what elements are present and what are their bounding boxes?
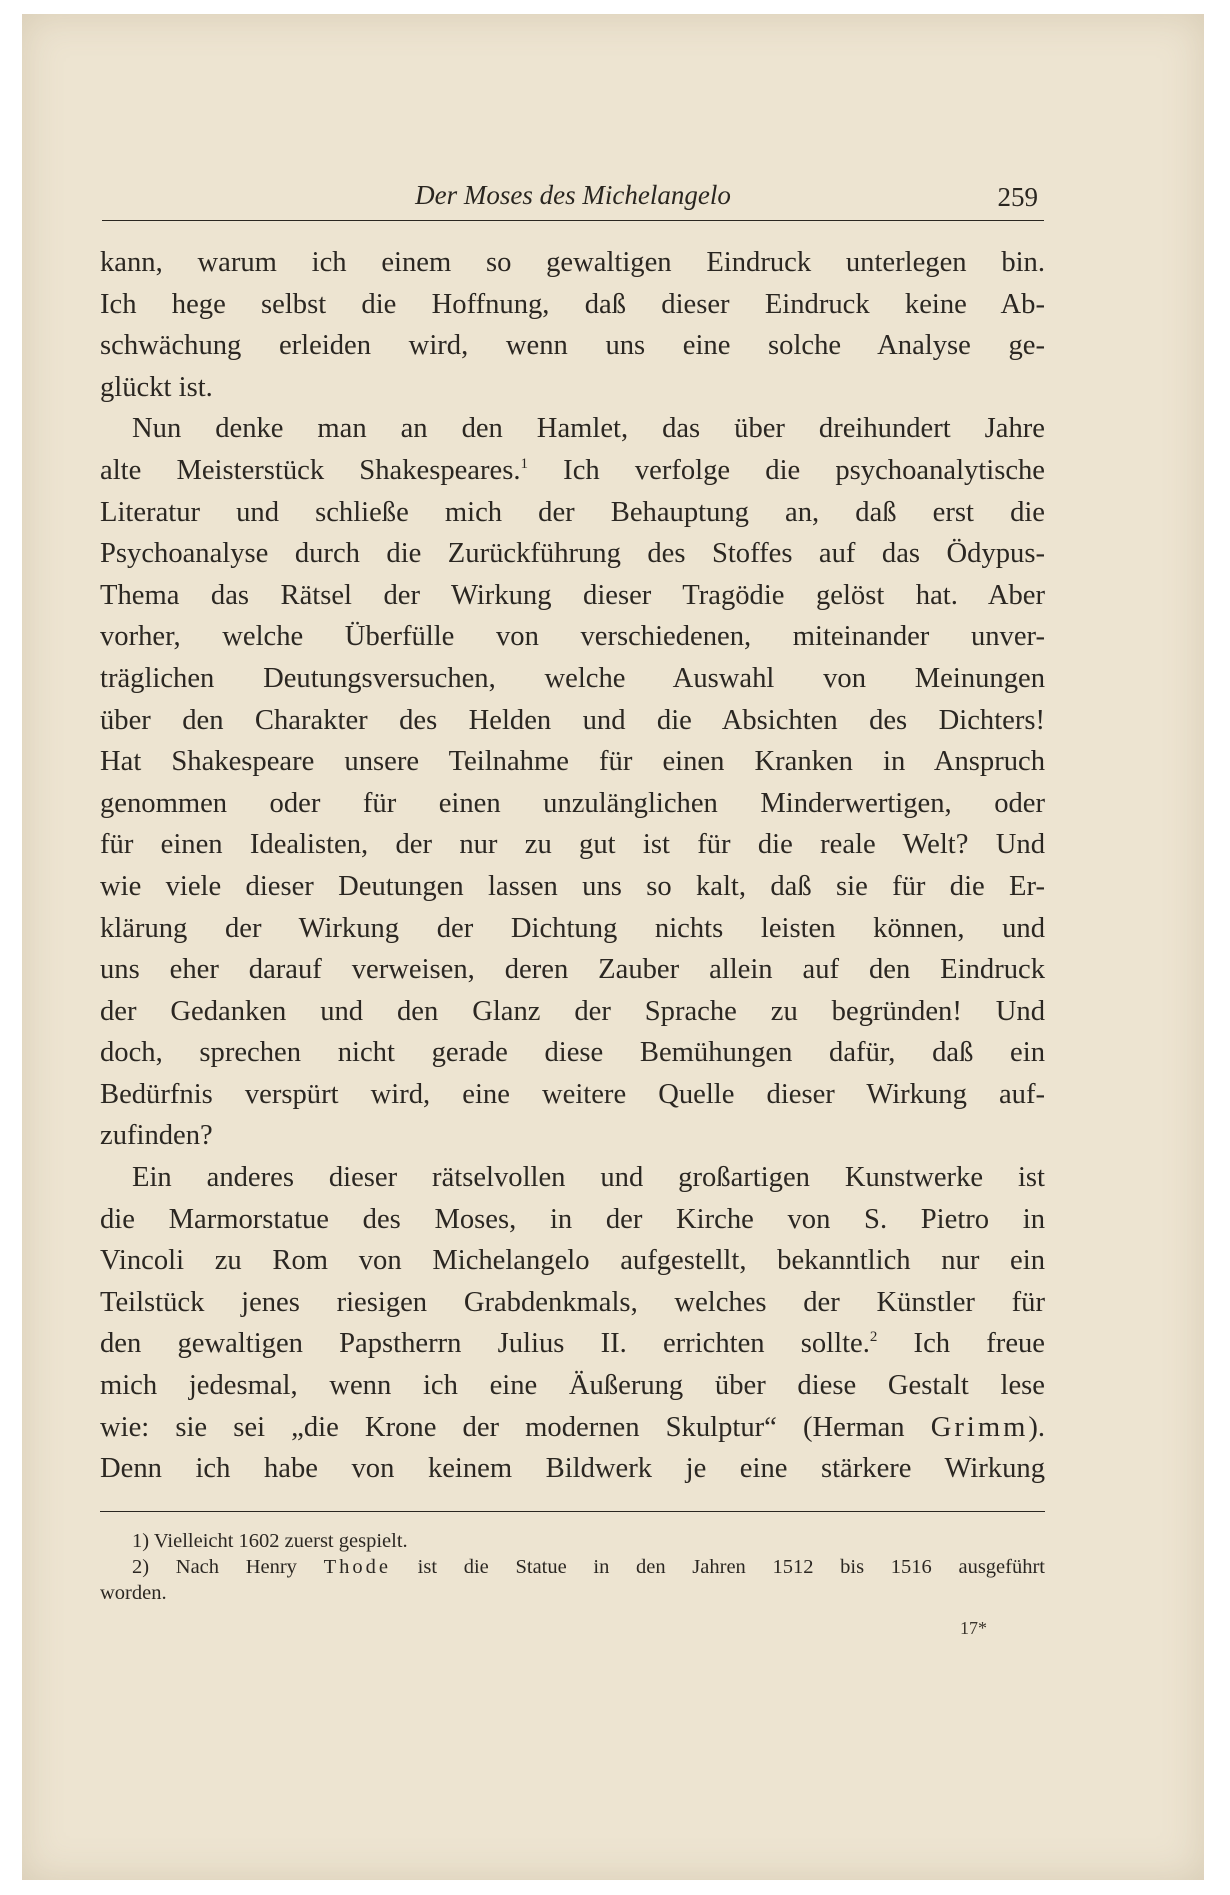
text-line: Thema das Rätsel der Wirkung dieser Tragödie gelöst hat. Aber xyxy=(100,579,1045,611)
footnote-mark: 2 xyxy=(869,1329,878,1346)
text-line xyxy=(100,1323,1045,1365)
text-line: zufinden? xyxy=(100,1120,213,1152)
text-fragment: 2) Nach Henry xyxy=(132,1556,324,1578)
text-line: doch, sprechen nicht gerade diese Bemühungen dafür, daß ein xyxy=(100,1037,1045,1069)
footnote: 1) Vielleicht 1602 zuerst gespielt. xyxy=(132,1530,408,1552)
text-line xyxy=(100,1407,1045,1449)
text-line: für einen Idealisten, der nur zu gut ist für die reale Welt? Und xyxy=(100,829,1045,861)
text-line: genommen oder für einen unzulänglichen Minderwertigen, oder xyxy=(100,787,1045,819)
author-name: Thode xyxy=(323,1556,391,1578)
text-fragment: ist die Statue in den Jahren 1512 bis 1516 ausgeführt xyxy=(391,1556,1045,1578)
text-line: Denn ich habe von keinem Bildwerk je eine stärkere Wirkung xyxy=(100,1453,1045,1485)
text-line: Teilstück jenes riesigen Grabdenkmals, welches der Künstler für xyxy=(100,1286,1045,1318)
text-line: Literatur und schließe mich der Behauptung an, daß erst die xyxy=(100,496,1045,528)
text-line: uns eher darauf verweisen, deren Zauber allein auf den Eindruck xyxy=(100,954,1045,986)
body-text xyxy=(100,242,1045,1490)
text-line: klärung der Wirkung der Dichtung nichts leisten können, und xyxy=(100,912,1045,944)
text-line: Vincoli zu Rom von Michelangelo aufgestellt, bekanntlich nur ein xyxy=(100,1245,1045,1277)
page-header xyxy=(102,180,1044,221)
footnote-divider xyxy=(100,1511,1045,1512)
footnote xyxy=(100,1554,1045,1580)
text-line: kann, warum ich einem so gewaltigen Eindruck unterlegen bin. xyxy=(100,247,1045,278)
text-line: die Marmorstatue des Moses, in der Kirche von S. Pietro in xyxy=(100,1203,1045,1235)
text-line: der Gedanken und den Glanz der Sprache zu begründen! Und xyxy=(100,995,1045,1027)
text-fragment: alte Meisterstück Shakespeares. xyxy=(100,454,521,486)
footnote-mark: 1 xyxy=(520,455,528,472)
text-fragment: Ich verfolge die psychoanalytische xyxy=(528,454,1046,486)
signature-mark: 17* xyxy=(960,1618,987,1638)
text-line: Ein anderes dieser rätselvollen und großartigen Kunstwerke ist xyxy=(132,1162,1045,1194)
footnote-continuation: worden. xyxy=(100,1582,167,1604)
text-fragment: den gewaltigen Papstherrn Julius II. errichten sollte. xyxy=(100,1328,870,1360)
text-line xyxy=(100,450,1045,492)
page-number: 259 xyxy=(997,182,1038,212)
text-fragment: ). xyxy=(1028,1411,1045,1443)
text-line: Bedürfnis verspürt wird, eine weitere Quelle dieser Wirkung auf- xyxy=(100,1078,1045,1110)
text-line: wie viele dieser Deutungen lassen uns so kalt, daß sie für die Er- xyxy=(100,870,1045,902)
text-line: schwächung erleiden wird, wenn uns eine solche Analyse ge- xyxy=(100,330,1045,362)
running-title: Der Moses des Michelangelo xyxy=(415,180,731,210)
text-line: träglichen Deutungsversuchen, welche Auswahl von Meinungen xyxy=(100,662,1045,694)
text-line: über den Charakter des Helden und die Absichten des Dichters! xyxy=(100,704,1045,736)
book-page xyxy=(22,14,1204,1880)
footnotes xyxy=(100,1528,1045,1606)
text-line: Nun denke man an den Hamlet, das über dreihundert Jahre xyxy=(132,413,1045,445)
text-line: glückt ist. xyxy=(100,371,213,403)
text-line: vorher, welche Überfülle von verschiedenen, miteinander unver- xyxy=(100,621,1045,653)
text-line: Psychoanalyse durch die Zurückführung des Stoffes auf das Ödypus- xyxy=(100,538,1045,570)
text-fragment: Ich freue xyxy=(877,1328,1045,1360)
text-line: Hat Shakespeare unsere Teilnahme für einen Kranken in Anspruch xyxy=(100,746,1045,778)
author-name: Grimm xyxy=(930,1411,1029,1443)
text-fragment: wie: sie sei „die Krone der modernen Skulptur“ (Herman xyxy=(100,1411,931,1443)
text-line: mich jedesmal, wenn ich eine Äußerung über diese Gestalt lese xyxy=(100,1370,1045,1402)
text-line: Ich hege selbst die Hoffnung, daß dieser Eindruck keine Ab- xyxy=(100,288,1045,320)
